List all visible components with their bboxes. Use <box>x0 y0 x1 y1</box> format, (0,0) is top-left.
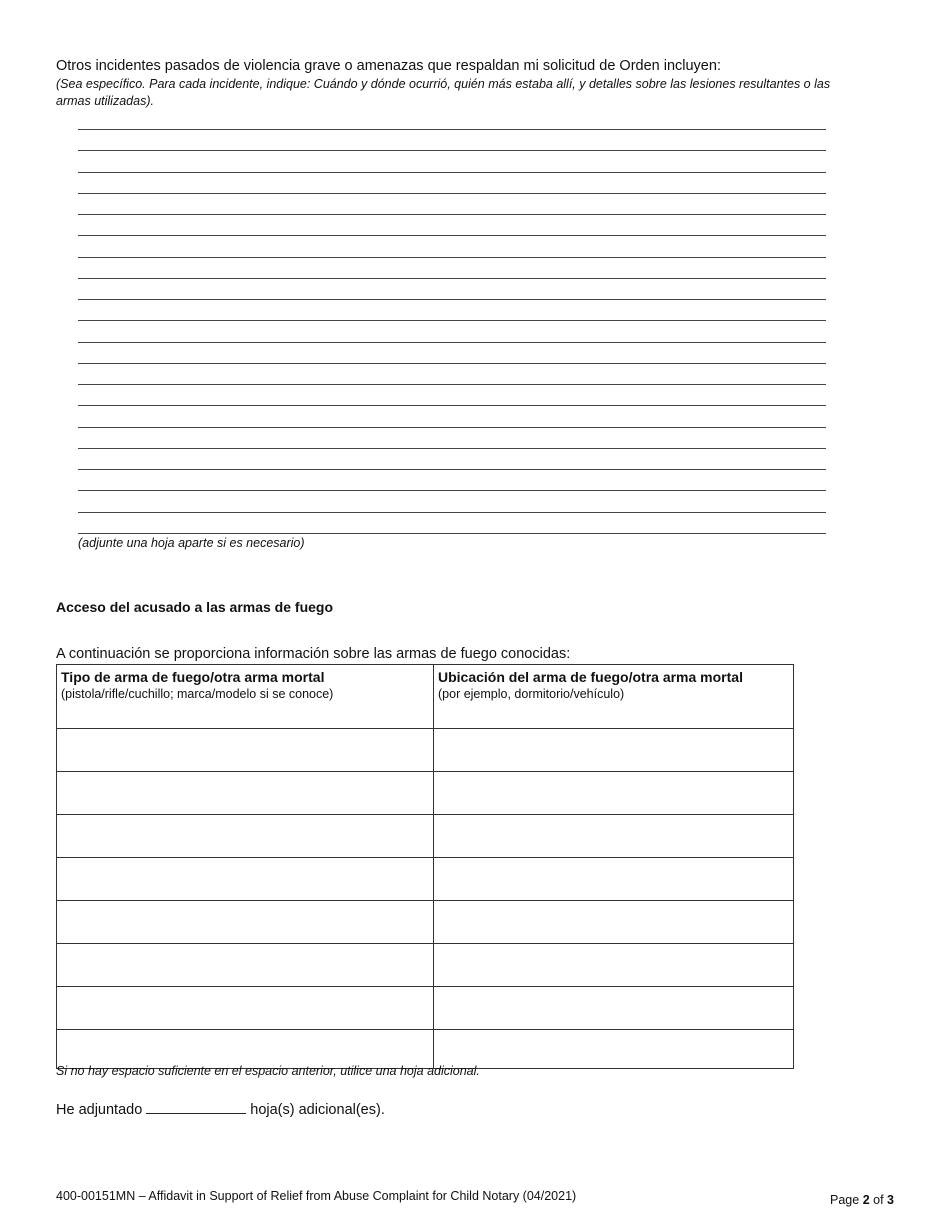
weapon-location-header <box>434 665 794 729</box>
write-line[interactable] <box>78 427 826 448</box>
weapon-location-cell[interactable] <box>434 1030 794 1069</box>
write-line[interactable] <box>78 278 826 299</box>
weapon-location-cell[interactable] <box>434 987 794 1030</box>
firearms-table-intro: A continuación se proporciona información sobre las armas de fuego conocidas: <box>56 646 571 662</box>
page-number <box>830 1193 894 1207</box>
table-row <box>57 858 794 901</box>
write-line[interactable] <box>78 363 826 384</box>
weapon-type-header <box>57 665 434 729</box>
write-line[interactable] <box>78 342 826 363</box>
table-row <box>57 944 794 987</box>
weapon-type-cell[interactable] <box>57 858 434 901</box>
table-row <box>57 1030 794 1069</box>
weapon-location-subtitle: (por ejemplo, dormitorio/vehículo) <box>438 687 625 701</box>
table-row <box>57 987 794 1030</box>
weapon-type-cell[interactable] <box>57 901 434 944</box>
additional-sheet-note: Si no hay espacio suficiente en el espacio anterior, utilice una hoja adicional. <box>56 1064 480 1078</box>
page-of: of <box>873 1193 884 1207</box>
weapon-type-subtitle: (pistola/rifle/cuchillo; marca/modelo si se conoce) <box>61 687 334 701</box>
write-line[interactable] <box>78 448 826 469</box>
weapon-type-cell[interactable] <box>57 987 434 1030</box>
write-line[interactable] <box>78 469 826 490</box>
incidents-writing-area[interactable] <box>78 129 826 534</box>
attached-suffix: hoja(s) adicional(es). <box>250 1102 385 1118</box>
weapon-type-cell[interactable] <box>57 772 434 815</box>
write-line[interactable] <box>78 257 826 278</box>
weapon-type-cell[interactable] <box>57 944 434 987</box>
weapon-location-cell[interactable] <box>434 772 794 815</box>
weapon-type-cell[interactable] <box>57 1030 434 1069</box>
firearms-section-heading: Acceso del acusado a las armas de fuego <box>56 599 334 615</box>
write-line[interactable] <box>78 129 826 150</box>
table-row <box>57 901 794 944</box>
incidents-instructions: (Sea específico. Para cada incidente, indique: Cuándo y dónde ocurrió, quién más estaba allí, y detalles sobre las lesiones resultantes o las armas utilizadas). <box>56 77 831 108</box>
write-line[interactable] <box>78 150 826 171</box>
write-line[interactable] <box>78 299 826 320</box>
write-line[interactable] <box>78 172 826 193</box>
write-line[interactable] <box>78 235 826 256</box>
table-row <box>57 772 794 815</box>
form-identifier: 400-00151MN – Affidavit in Support of Relief from Abuse Complaint for Child Notary (04/2021) <box>56 1189 577 1203</box>
attached-sheets-count-field[interactable] <box>146 1099 246 1114</box>
page-current: 2 <box>862 1193 870 1207</box>
weapon-location-cell[interactable] <box>434 944 794 987</box>
weapon-location-cell[interactable] <box>434 858 794 901</box>
write-line[interactable] <box>78 405 826 426</box>
weapon-location-cell[interactable] <box>434 901 794 944</box>
write-line[interactable] <box>78 384 826 405</box>
write-line[interactable] <box>78 320 826 341</box>
firearms-table <box>56 664 794 1069</box>
weapon-location-title: Ubicación del arma de fuego/otra arma mortal <box>438 669 743 685</box>
write-line[interactable] <box>78 533 826 534</box>
table-header-row <box>57 665 794 729</box>
write-line[interactable] <box>78 490 826 511</box>
write-line[interactable] <box>78 193 826 214</box>
attach-sheet-note: (adjunte una hoja aparte si es necesario) <box>78 536 305 550</box>
write-line[interactable] <box>78 214 826 235</box>
weapon-location-cell[interactable] <box>434 815 794 858</box>
page-total: 3 <box>887 1193 894 1207</box>
weapon-type-title: Tipo de arma de fuego/otra arma mortal <box>61 669 325 685</box>
incidents-intro: Otros incidentes pasados de violencia grave o amenazas que respaldan mi solicitud de Orden incluyen: <box>56 58 721 74</box>
page-label: Page <box>830 1193 860 1207</box>
table-row <box>57 815 794 858</box>
weapon-type-cell[interactable] <box>57 815 434 858</box>
attached-sheets-line <box>56 1099 385 1118</box>
weapon-location-cell[interactable] <box>434 729 794 772</box>
weapon-type-cell[interactable] <box>57 729 434 772</box>
write-line[interactable] <box>78 512 826 533</box>
attached-prefix: He adjuntado <box>56 1102 143 1118</box>
table-row <box>57 729 794 772</box>
